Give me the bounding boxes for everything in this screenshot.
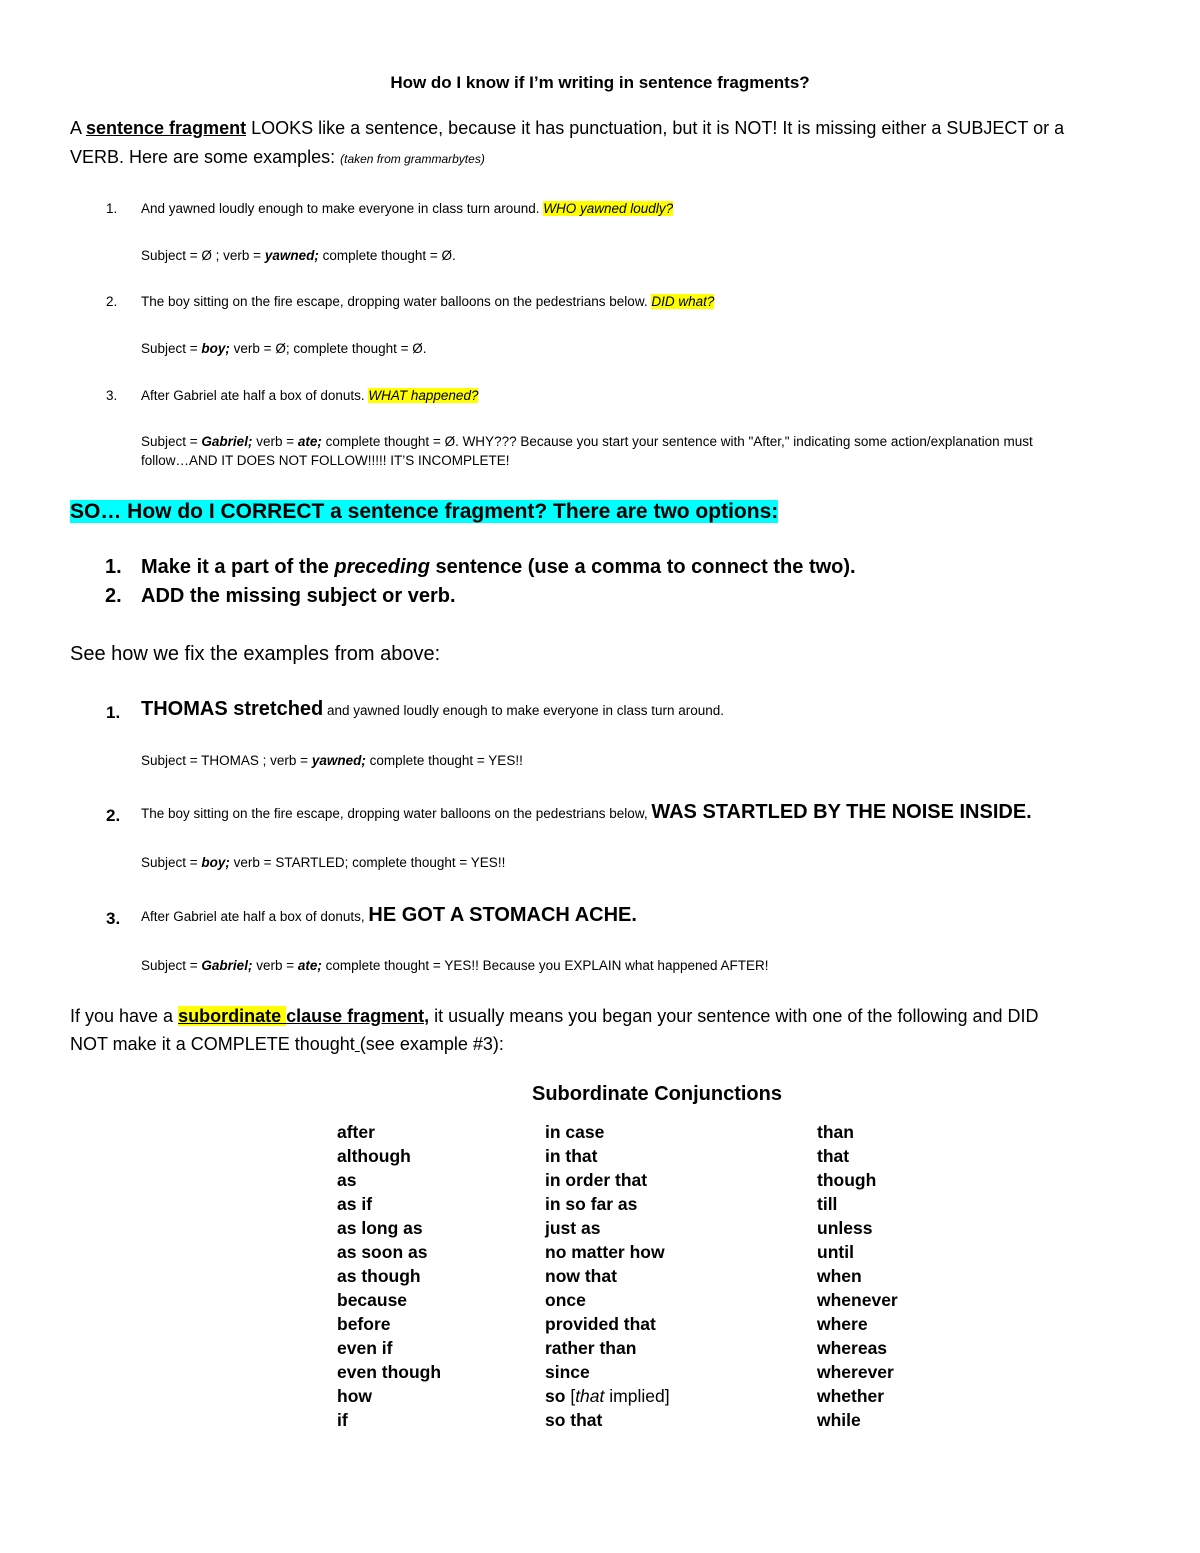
intro-source: (taken from grammarbytes) [340, 152, 485, 166]
see-how-text: See how we fix the examples from above: [70, 643, 441, 665]
conjunction-item: once [545, 1290, 586, 1310]
option-2-number: 2. [105, 585, 122, 607]
conjunctions-column-3 [817, 1120, 898, 1432]
correct-heading-text: SO… How do I CORRECT a sentence fragment? There are two options: [70, 500, 779, 523]
fix-2-number: 2. [106, 806, 121, 825]
conjunctions-title: Subordinate Conjunctions [532, 1083, 782, 1105]
conjunction-item: although [337, 1146, 411, 1166]
conjunction-item-so [545, 1384, 670, 1408]
example-2 [141, 294, 714, 309]
analysis-text: Subject = THOMAS ; verb = [141, 753, 312, 768]
term-sentence-fragment: sentence fragment [86, 118, 247, 138]
analysis-text: Subject = Ø ; verb = [141, 248, 265, 263]
fix-3-added: HE GOT A STOMACH ACHE. [368, 904, 637, 926]
analysis-subject: boy; [201, 855, 230, 870]
term-clause-fragment: clause fragment, [286, 1006, 430, 1026]
conjunction-item: because [337, 1290, 408, 1310]
example-2-text: The boy sitting on the fire escape, dropping water balloons on the pedestrians below. [141, 294, 652, 309]
fix-2-text: The boy sitting on the fire escape, dropping water balloons on the pedestrians below, [141, 806, 652, 821]
analysis-text: verb = Ø; complete thought = Ø. [229, 341, 427, 356]
analysis-text: Subject = [141, 341, 202, 356]
conjunction-item: while [817, 1410, 861, 1430]
example-2-question: DID what? [651, 294, 715, 309]
analysis-verb: yawned; [264, 248, 319, 263]
example-1 [141, 201, 673, 216]
option-2 [105, 585, 456, 608]
conjunction-item: whereas [817, 1338, 888, 1358]
fix-1-added: THOMAS stretched [141, 698, 324, 720]
option-1 [105, 556, 856, 579]
conjunction-item: provided that [545, 1314, 656, 1334]
example-2-number: 2. [106, 294, 118, 309]
fix-3-analysis [141, 958, 769, 973]
example-2-analysis [141, 341, 427, 356]
option-text: Make it a part of the [141, 556, 335, 578]
conjunction-item: after [337, 1122, 375, 1142]
fix-1-text: and yawned loudly enough to make everyone in class turn around. [323, 703, 725, 718]
intro-lead: A [70, 118, 87, 138]
subordinate-line-2 [70, 1034, 504, 1055]
correct-heading [70, 500, 778, 524]
fix-1 [141, 698, 724, 721]
conjunctions-column-2 [545, 1120, 670, 1432]
conjunction-item: before [337, 1314, 391, 1334]
analysis-text: verb = [252, 434, 298, 449]
intro-line2-text: VERB. Here are some examples: [70, 147, 341, 167]
fix-2-added: WAS STARTLED BY THE NOISE INSIDE. [651, 801, 1032, 823]
conjunction-item: in so far as [545, 1194, 638, 1214]
page-title: How do I know if I’m writing in sentence fragments? [390, 73, 810, 92]
conjunction-item: so that [545, 1410, 603, 1430]
conjunction-item: when [817, 1266, 862, 1286]
analysis-subject: Gabriel; [201, 434, 253, 449]
conjunction-item: even if [337, 1338, 393, 1358]
conjunction-item: as if [337, 1194, 373, 1214]
fix-2 [141, 801, 1032, 824]
example-1-text: And yawned loudly enough to make everyone in class turn around. [141, 201, 544, 216]
fix-1-number: 1. [106, 703, 121, 722]
conjunction-item: as long as [337, 1218, 423, 1238]
option-1-number: 1. [105, 556, 122, 578]
analysis-text: complete thought = Ø. [318, 248, 456, 263]
analysis-subject: Gabriel; [201, 958, 253, 973]
fix-2-analysis [141, 855, 505, 870]
intro-rest: LOOKS like a sentence, because it has punctuation, but it is NOT! It is missing either a SUBJECT or a [246, 118, 1065, 138]
analysis-text: verb = STARTLED; complete thought = YES!! [229, 855, 506, 870]
conjunction-item: that [817, 1146, 850, 1166]
example-3-text: After Gabriel ate half a box of donuts. [141, 388, 369, 403]
conjunction-item: in that [545, 1146, 598, 1166]
conjunction-item: how [337, 1386, 372, 1406]
option-text: sentence (use a comma to connect the two). [429, 556, 856, 578]
analysis-text: complete thought = Ø. WHY??? Because you start your sentence with "After," indicating some action/explanation must [321, 434, 1033, 449]
analysis-text: Subject = [141, 958, 202, 973]
conjunction-item: till [817, 1194, 838, 1214]
option-text: ADD the missing subject or verb. [141, 585, 456, 607]
example-1-question: WHO yawned loudly? [543, 201, 674, 216]
conjunctions-column-1 [337, 1120, 441, 1432]
fix-3 [141, 904, 637, 927]
subordinate-line-1 [70, 1006, 1039, 1027]
conjunction-item: wherever [817, 1362, 894, 1382]
conjunction-item: in case [545, 1122, 605, 1142]
option-emphasis: preceding [334, 556, 430, 578]
term-subordinate: subordinate [178, 1006, 287, 1026]
subordinate-text: (see example #3): [359, 1034, 504, 1054]
fix-3-number: 3. [106, 909, 121, 928]
example-1-analysis [141, 248, 456, 263]
fix-1-analysis [141, 753, 523, 768]
analysis-text: verb = [252, 958, 298, 973]
conjunction-item: if [337, 1410, 348, 1430]
fix-3-text: After Gabriel ate half a box of donuts, [141, 909, 369, 924]
conjunction-item: where [817, 1314, 868, 1334]
conjunction-item: than [817, 1122, 854, 1142]
example-3-question: WHAT happened? [368, 388, 479, 403]
subordinate-text: it usually means you began your sentence with one of the following and DID [429, 1006, 1039, 1026]
subordinate-text: NOT make it a COMPLETE thought [70, 1034, 355, 1054]
intro-line-2 [70, 147, 485, 168]
analysis-text: Subject = [141, 434, 202, 449]
conjunction-item: just as [545, 1218, 601, 1238]
conjunction-item: whether [817, 1386, 885, 1406]
conjunction-item: as though [337, 1266, 421, 1286]
conjunction-item: even though [337, 1362, 442, 1382]
subordinate-text: If you have a [70, 1006, 179, 1026]
conjunction-item: rather than [545, 1338, 637, 1358]
conjunction-item: though [817, 1170, 877, 1190]
conjunction-item: no matter how [545, 1242, 665, 1262]
conjunction-item: since [545, 1362, 590, 1382]
analysis-text: Subject = [141, 855, 202, 870]
analysis-verb: ate; [297, 958, 322, 973]
example-3-analysis [141, 434, 1033, 449]
analysis-verb: ate; [297, 434, 322, 449]
conjunction-item: now that [545, 1266, 617, 1286]
analysis-text: complete thought = YES!! [365, 753, 523, 768]
conjunction-item: whenever [817, 1290, 898, 1310]
conjunction-item: as [337, 1170, 357, 1190]
conjunction-word: so [545, 1386, 566, 1406]
example-3-analysis-line2: follow…AND IT DOES NOT FOLLOW!!!!! IT’S INCOMPLETE! [141, 453, 510, 468]
conjunction-item: as soon as [337, 1242, 428, 1262]
analysis-text: complete thought = YES!! Because you EXPLAIN what happened AFTER! [321, 958, 769, 973]
conjunction-item: unless [817, 1218, 873, 1238]
bracket: [ [570, 1386, 576, 1406]
example-3-number: 3. [106, 388, 118, 403]
implied-note: implied] [604, 1386, 670, 1406]
conjunction-item: until [817, 1242, 854, 1262]
analysis-subject: boy; [201, 341, 230, 356]
implied-word: that [575, 1386, 605, 1406]
example-1-number: 1. [106, 201, 118, 216]
conjunction-item: in order that [545, 1170, 648, 1190]
example-3 [141, 388, 478, 403]
analysis-verb: yawned; [311, 753, 366, 768]
intro-line-1 [70, 118, 1064, 139]
